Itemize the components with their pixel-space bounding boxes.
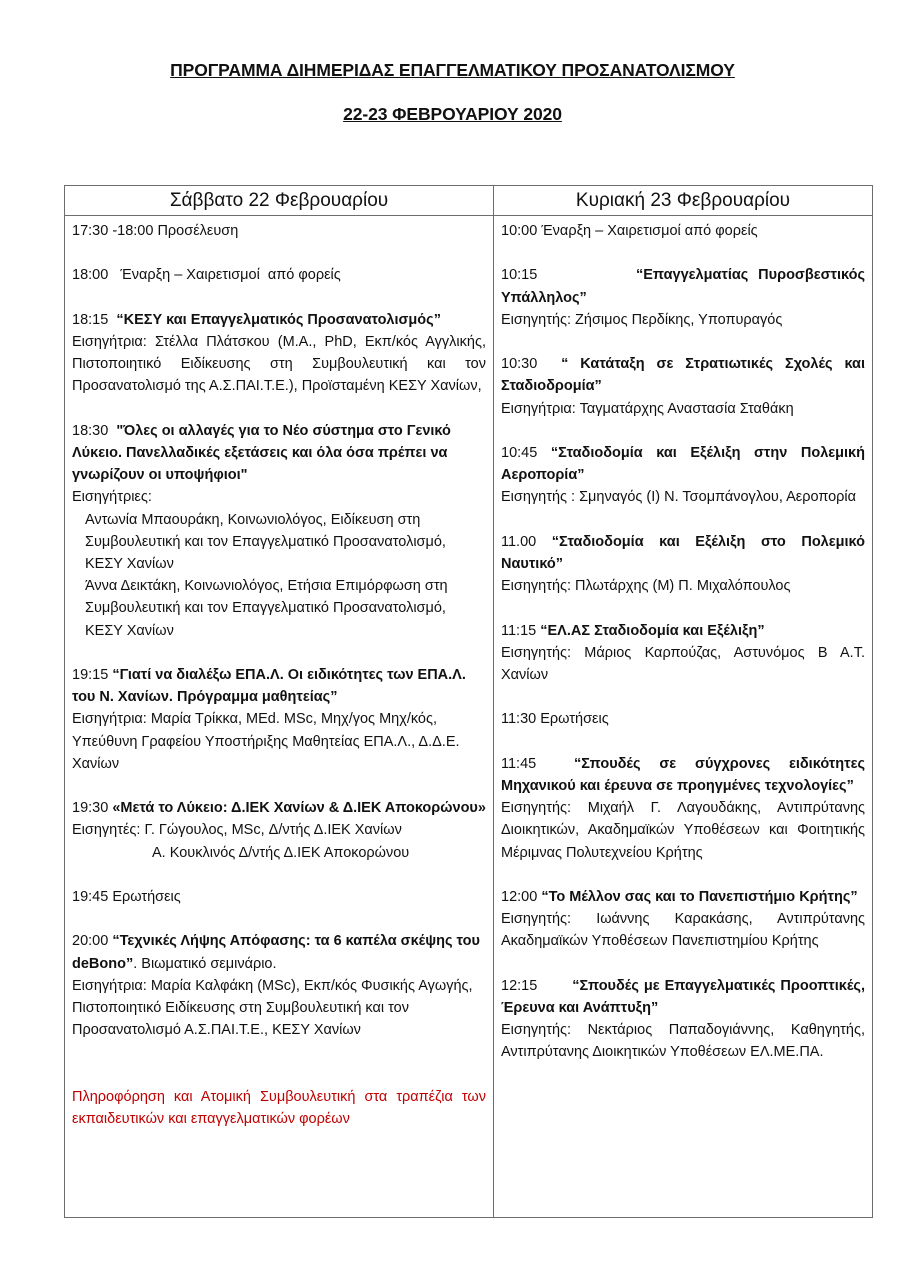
session-title: “Σταδιοδομία και Εξέλιξη στο Πολεμικό Ναυτικό” bbox=[501, 533, 865, 572]
sat-session-lyceum bbox=[72, 420, 486, 642]
session-title: «Μετά το Λύκειο: Δ.ΙΕΚ Χανίων & Δ.ΙΕΚ Αποκορώνου» bbox=[112, 800, 486, 817]
session-speaker: Εισηγητής: Μιχαήλ Γ. Λαγουδάκης, Αντιπρύτανης Διοικητικών, Ακαδημαϊκών Υποθέσεων και Φοιτητικής Μέριμνας Πολυτεχνείου Κρήτης bbox=[501, 800, 865, 861]
session-speaker: Εισηγητής: Μάριος Καρπούζας, Αστυνόμος Β Α.Τ. Χανίων bbox=[501, 644, 865, 683]
session-title: “ Κατάταξη σε Στρατιωτικές Σχολές και Σταδιοδρομία” bbox=[501, 356, 865, 395]
sun-session-navy bbox=[501, 531, 865, 598]
session-time: 10:15 bbox=[501, 267, 636, 284]
saturday-header: Σάββατο 22 Φεβρουαρίου bbox=[65, 186, 494, 216]
saturday-column bbox=[65, 216, 494, 1218]
sun-session-fire bbox=[501, 264, 865, 331]
session-speaker: Εισηγήτρια: Ταγματάρχης Αναστασία Σταθάκη bbox=[501, 400, 794, 417]
sunday-column bbox=[494, 216, 873, 1218]
session-title: “Επαγγελματίας Πυροσβεστικός Υπάλληλος” bbox=[501, 267, 865, 306]
session-time: 11:15 bbox=[501, 622, 541, 639]
session-title: “ΚΕΣΥ και Επαγγελματικός Προσανατολισμός” bbox=[116, 311, 441, 328]
sun-session-military bbox=[501, 353, 865, 420]
session-title: “ΕΛ.ΑΣ Σταδιοδομία και Εξέλιξη” bbox=[540, 622, 765, 639]
sat-session-iek bbox=[72, 797, 486, 864]
sun-session-engineering bbox=[501, 753, 865, 864]
session-time: 20:00 bbox=[72, 933, 113, 950]
sunday-header: Κυριακή 23 Φεβρουαρίου bbox=[494, 186, 873, 216]
session-time: 18:15 bbox=[72, 311, 117, 328]
session-speaker: Εισηγητής: Πλωτάρχης (Μ) Π. Μιχαλόπουλος bbox=[501, 578, 791, 595]
session-title: “Γιατί να διαλέξω ΕΠΑ.Λ. Οι ειδικότητες των ΕΠΑ.Λ. του Ν. Χανίων. Πρόγραμμα μαθητείας” bbox=[72, 667, 466, 706]
session-subtitle: . Βιωματικό σεμινάριο. bbox=[133, 955, 277, 972]
sun-session-hmu bbox=[501, 975, 865, 1064]
sat-session-epal bbox=[72, 664, 486, 775]
session-speaker: Εισηγητής: Νεκτάριος Παπαδογιάννης, Καθηγητής, Αντιπρύτανης Διοικητικών Υποθέσεων ΕΛ.ΜΕ.ΠΑ. bbox=[501, 1022, 865, 1061]
sat-session-debono bbox=[72, 930, 486, 1041]
session-time: 12:15 bbox=[501, 977, 573, 994]
sun-opening: 10:00 Έναρξη – Χαιρετισμοί από φορείς bbox=[501, 223, 758, 239]
session-title: “Το Μέλλον σας και το Πανεπιστήμιο Κρήτης” bbox=[541, 888, 858, 905]
event-date: 22-23 ΦΕΒΡΟΥΑΡΙΟΥ 2020 bbox=[343, 104, 562, 124]
sun-session-university bbox=[501, 886, 865, 953]
session-time: 19:30 bbox=[72, 800, 113, 817]
session-speaker: Εισηγητές: Γ. Γώγουλος, MSc, Δ/ντής Δ.ΙΕΚ Χανίων bbox=[72, 822, 402, 839]
session-speaker: Εισηγητής: Ιωάννης Καρακάσης, Αντιπρύτανης Ακαδημαϊκών Υποθέσεων Πανεπιστημίου Κρήτης bbox=[501, 911, 865, 950]
session-title: “Σταδιοδομία και Εξέλιξη στην Πολεμική Αεροπορία” bbox=[501, 444, 865, 484]
session-time: 10:45 bbox=[501, 444, 551, 461]
session-speaker: Εισηγήτρια: Στέλλα Πλάτσκου (M.A., PhD, Εκπ/κός Αγγλικής, Πιστοποιητικό Ειδίκευσης στη Συμβουλευτική και τον Προσανατολισμό της Α.Σ.ΠΑΙ.Τ.Ε.), Προϊσταμένη ΚΕΣΥ Χανίων, bbox=[72, 333, 486, 395]
session-speaker: Α. Κουκλινός Δ/ντής Δ.ΙΕΚ Αποκορώνου bbox=[152, 844, 410, 861]
session-time: 18:30 bbox=[72, 422, 117, 439]
session-title: “Σπουδές σε σύγχρονες ειδικότητες Μηχανικού και έρευνα σε προηγμένες τεχνολογίες” bbox=[501, 755, 865, 794]
program-table bbox=[64, 185, 873, 1218]
session-speaker: Εισηγήτρια: Μαρία Καλφάκη (MSc), Εκπ/κός Φυσικής Αγωγής, Πιστοποιητικό Ειδίκευσης στη Συμβουλευτική και τον Προσανατολισμό Α.Σ.ΠΑΙ.Τ.Ε., ΚΕΣΥ Χανίων bbox=[72, 977, 473, 1039]
session-speaker: Άννα Δεικτάκη, Κοινωνιολόγος, Ετήσια Επιμόρφωση στη Συμβουλευτική και τον Επαγγελματικό Προσανατολισμό, ΚΕΣΥ Χανίων bbox=[85, 578, 448, 639]
sat-arrival: 17:30 -18:00 Προσέλευση bbox=[72, 223, 239, 239]
session-title: "Όλες οι αλλαγές για το Νέο σύστημα στο Γενικό Λύκειο. Πανελλαδικές εξετάσεις και όλα όσα πρέπει να γνωρίζουν οι υποψήφιοι" bbox=[72, 422, 451, 484]
session-time: 19:15 bbox=[72, 667, 113, 683]
info-note: Πληροφόρηση και Ατομική Συμβουλευτική στα τραπέζια των εκπαιδευτικών και επαγγελματικών φορέων bbox=[72, 1088, 486, 1127]
session-time: 11:45 bbox=[501, 755, 574, 772]
session-speaker: Αντωνία Μπαουράκη, Κοινωνιολόγος, Ειδίκευση στη Συμβουλευτική και τον Επαγγελματικό Προσανατολισμό, ΚΕΣΥ Χανίων bbox=[85, 511, 446, 572]
speakers-label: Εισηγήτριες: bbox=[72, 489, 152, 506]
session-speaker: Εισηγητής : Σμηναγός (Ι) Ν. Τσομπάνογλου, Αεροπορία bbox=[501, 489, 857, 506]
session-speaker: Εισηγητής: Ζήσιμος Περδίκης, Υποπυραγός bbox=[501, 311, 783, 328]
session-time: 11.00 bbox=[501, 533, 552, 550]
session-title: “Τεχνικές Λήψης Απόφασης: τα 6 καπέλα σκέψης του deBono” bbox=[72, 933, 480, 972]
sat-questions: 19:45 Ερωτήσεις bbox=[72, 889, 181, 905]
sun-session-police bbox=[501, 620, 865, 687]
sat-opening: 18:00 Έναρξη – Χαιρετισμοί από φορείς bbox=[72, 267, 341, 284]
session-time: 12:00 bbox=[501, 888, 542, 905]
sat-session-kesy bbox=[72, 309, 486, 398]
session-time: 10:30 bbox=[501, 356, 562, 373]
page-title: ΠΡΟΓΡΑΜΜΑ ΔΙΗΜΕΡΙΔΑΣ ΕΠΑΓΓΕΛΜΑΤΙΚΟΥ ΠΡΟΣΑΝΑΤΟΛΙΣΜΟΥ bbox=[170, 60, 735, 80]
session-title: “Σπουδές με Επαγγελματικές Προοπτικές, Έρευνα και Ανάπτυξη” bbox=[501, 977, 865, 1016]
session-speaker: Εισηγήτρια: Μαρία Τρίκκα, MEd. MSc, Μηχ/γος Μηχ/κός, Υπεύθυνη Γραφείου Υποστήριξης Μαθητείας ΕΠΑ.Λ., Δ.Δ.Ε. Χανίων bbox=[72, 711, 460, 772]
sun-session-airforce bbox=[501, 442, 865, 509]
sun-questions: 11:30 Ερωτήσεις bbox=[501, 711, 609, 728]
